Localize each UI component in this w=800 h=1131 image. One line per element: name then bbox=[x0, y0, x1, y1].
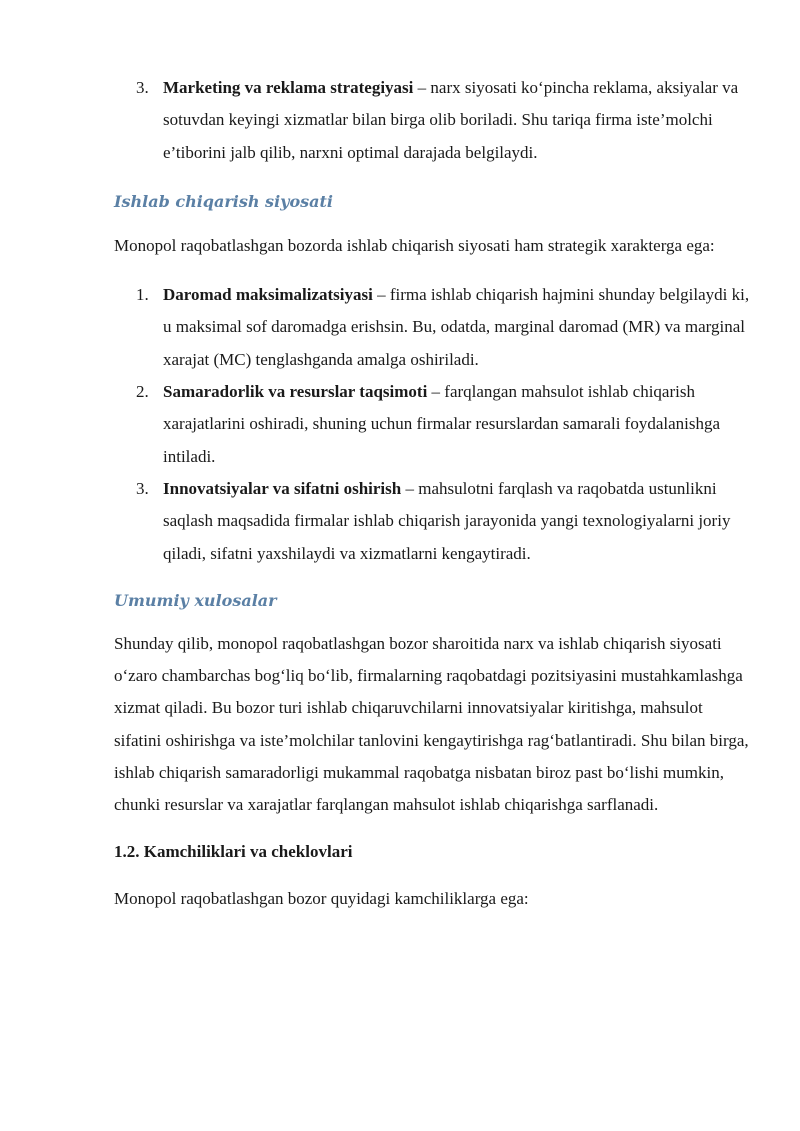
list-item-term: Innovatsiyalar va sifatni oshirish bbox=[163, 478, 402, 498]
list-item bbox=[114, 279, 754, 376]
section-heading-conclusion: Umumiy xulosalar bbox=[114, 590, 277, 610]
conclusion-paragraph: Shunday qilib, monopol raqobatlashgan bozor sharoitida narx va ishlab chiqarish siyosati o‘zaro chambarchas bog‘liq bo‘lib, firmalarning raqobatdagi pozitsiyasini mustahkamlashga xizmat qiladi. Bu bozor turi ishlab chiqaruvchilarni innovatsiyalar kiritishga, mahsulot sifatini oshirishga va iste’molchilar tanlovini kengaytirishga rag‘batlantiradi. Shu bilan birga, ishlab chiqarish samaradorligi mukammal raqobatga nisbatan biroz past bo‘lishi mumkin, chunki resurslar va xarajatlar farqlangan mahsulot ishlab chiqarishga sarflanadi. bbox=[114, 633, 749, 815]
list-item-term: Marketing va reklama strategiyasi bbox=[163, 78, 414, 97]
list-item-number: 1. bbox=[136, 285, 149, 305]
list-item-number: 2. bbox=[136, 382, 149, 402]
list-item-number: 3. bbox=[136, 78, 149, 97]
list-item-text: – farqlangan mahsulot ishlab chiqarish xarajatlarini oshiradi, shuning uchun firmalar resurslardan samarali foydalanishga intiladi. bbox=[163, 382, 721, 466]
production-intro-paragraph: Monopol raqobatlashgan bozorda ishlab chiqarish siyosati ham strategik xarakterga ega: bbox=[114, 235, 715, 255]
section-heading-drawbacks: 1.2. Kamchiliklari va cheklovlari bbox=[114, 841, 353, 861]
list-item bbox=[114, 376, 754, 473]
list-item-number: 3. bbox=[136, 478, 149, 498]
list-item-term: Samaradorlik va resurslar taqsimoti bbox=[163, 382, 428, 402]
list-item-text: – mahsulotni farqlash va raqobatda ustunlikni saqlash maqsadida firmalar ishlab chiqarish jarayonida yangi texnologiyalarni joriy qiladi, sifatni yaxshilaydi va xizmatlarni kengaytiradi. bbox=[163, 478, 731, 563]
document-page bbox=[114, 72, 754, 915]
section-heading-production: Ishlab chiqarish siyosati bbox=[114, 191, 333, 211]
marketing-list bbox=[114, 72, 754, 169]
production-list bbox=[114, 279, 754, 570]
list-item bbox=[114, 473, 754, 570]
list-item-text: – narx siyosati ko‘pincha reklama, aksiyalar va sotuvdan keyingi xizmatlar bilan birga olib boriladi. Shu tariqa firma iste’molchi e’tiborini jalb qilib, narxni optimal darajada belgilaydi. bbox=[163, 78, 739, 162]
drawbacks-intro-paragraph: Monopol raqobatlashgan bozor quyidagi kamchiliklarga ega: bbox=[114, 888, 529, 908]
list-item-text: – firma ishlab chiqarish hajmini shunday belgilaydi ki, u maksimal sof daromadga erishsin. Bu, odatda, marginal daromad (MR) va marginal xarajat (MC) tenglashganda amalga oshiriladi. bbox=[163, 285, 750, 369]
list-item-term: Daromad maksimalizatsiyasi bbox=[163, 285, 373, 305]
list-item bbox=[114, 72, 754, 169]
